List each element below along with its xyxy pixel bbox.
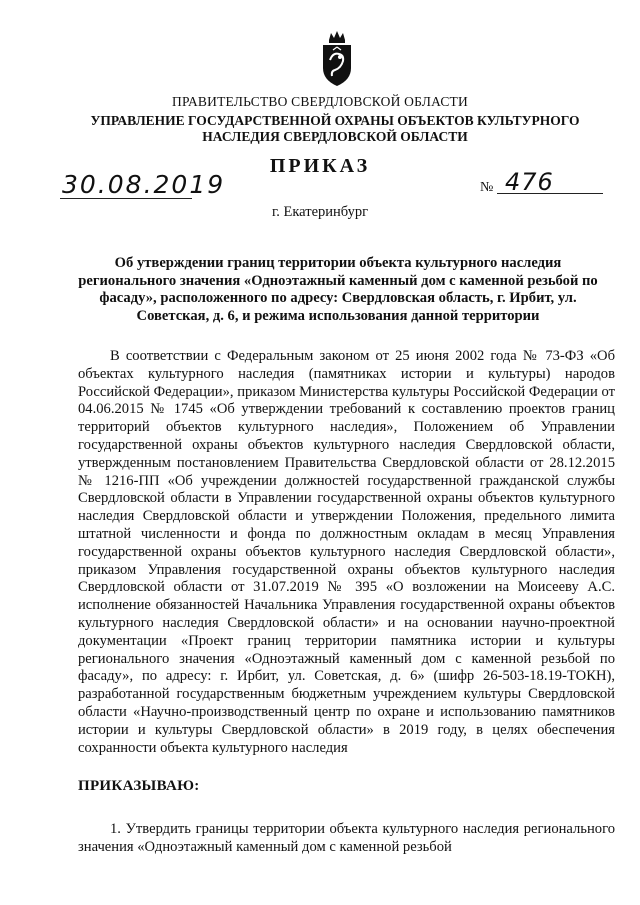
department-name: УПРАВЛЕНИЕ ГОСУДАРСТВЕННОЙ ОХРАНЫ ОБЪЕКТОВ КУЛЬТУРНОГО НАСЛЕДИЯ СВЕРДЛОВСКОЙ ОБЛАСТИ xyxy=(90,113,580,144)
order-number: 476 xyxy=(505,168,554,196)
order-heading: ПРИКАЗЫВАЮ: xyxy=(78,778,200,794)
document-type-title: ПРИКАЗ xyxy=(269,155,371,177)
city: г. Екатеринбург xyxy=(271,204,369,220)
coat-of-arms-icon xyxy=(317,30,357,88)
order-subject: Об утверждении границ территории объекта культурного наследия регионального значения «Одноэтажный каменный дом с каменной резьбой по фасаду», расположенного по адресу: Свердловская область, г. Ирбит, ул. Советская, д. 6, и режима использования данной территории xyxy=(78,255,598,324)
order-date: 30.08.2019 xyxy=(62,170,226,199)
number-underline xyxy=(497,193,603,194)
government-name: ПРАВИТЕЛЬСТВО СВЕРДЛОВСКОЙ ОБЛАСТИ xyxy=(172,94,468,109)
preamble-paragraph: В соответствии с Федеральным законом от 25 июня 2002 года № 73-ФЗ «Об объектах культурного наследия (памятниках истории и культуры) народов Российской Федерации», приказом Министерства культуры Российской Федерации от 04.06.2015 № 1745 «Об утверждении требований к составлению проектов границ территорий объектов культурного наследия», Положением об Управлении государственной охраны объектов культурного наследия Свердловской области, утвержденным постановлением Правительства Свердловской области от 28.12.2015 № 1216-ПП «Об учреждении должностей государственной гражданской службы Свердловской области в Управлении государственной охраны объектов культурного наследия Свердловской области и утверждении Положения, предельного лимита штатной численности и фонда по должностным окладам в месяц Управления государственной охраны объектов культурного наследия Свердловской области», приказом Управления государственной охраны объектов культурного наследия Свердловской области от 31.07.2019 № 395 «О возложении на Моисееву А.С. исполнение обязанностей Начальника Управления государственной охраны объектов культурного наследия Свердловской области» и на основании научно-проектной документации «Проект границ территории памятника истории и культуры регионального значения «Одноэтажный каменный дом с каменной резьбой по фасаду», по адресу: г. Ирбит, ул. Советская, д. 6» (шифр 26-503-18.19-ТОКН), разработанной государственным бюджетным учреждением культуры Свердловской области «Научно-производственный центр по охране и использованию памятников истории и культуры Свердловской области» в 2019 году, в целях обеспечения сохранности объекта культурного наследия xyxy=(78,348,615,756)
order-item: 1. Утвердить границы территории объекта культурного наследия регионального значения «Одноэтажный каменный дом с каменной резьбой xyxy=(78,821,615,855)
number-label: № xyxy=(480,180,494,195)
date-underline xyxy=(60,198,192,199)
